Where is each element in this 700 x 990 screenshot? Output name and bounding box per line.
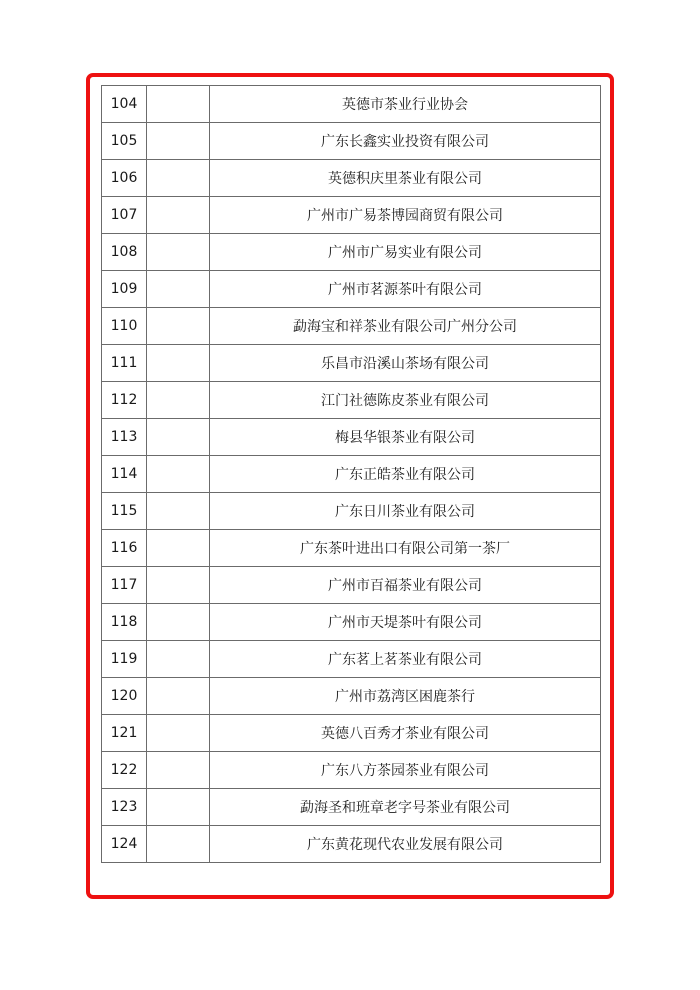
organization-name: 广东茶叶进出口有限公司第一茶厂 — [210, 530, 601, 567]
organization-name: 广州市广易茶博园商贸有限公司 — [210, 197, 601, 234]
row-number: 104 — [102, 86, 147, 123]
row-number: 113 — [102, 419, 147, 456]
table-row — [102, 604, 601, 641]
table-row — [102, 382, 601, 419]
row-number: 119 — [102, 641, 147, 678]
blank-cell — [147, 123, 210, 160]
table-row — [102, 752, 601, 789]
organization-name: 广州市茗源茶叶有限公司 — [210, 271, 601, 308]
blank-cell — [147, 419, 210, 456]
organization-name: 广东八方茶园茶业有限公司 — [210, 752, 601, 789]
organization-name: 乐昌市沿溪山茶场有限公司 — [210, 345, 601, 382]
table-row — [102, 567, 601, 604]
row-number: 107 — [102, 197, 147, 234]
row-number: 109 — [102, 271, 147, 308]
organization-name: 广东长鑫实业投资有限公司 — [210, 123, 601, 160]
table-row — [102, 641, 601, 678]
blank-cell — [147, 456, 210, 493]
blank-cell — [147, 493, 210, 530]
table-row — [102, 345, 601, 382]
table-row — [102, 715, 601, 752]
blank-cell — [147, 160, 210, 197]
organization-name: 英德八百秀才茶业有限公司 — [210, 715, 601, 752]
member-table-body — [102, 86, 601, 863]
blank-cell — [147, 308, 210, 345]
blank-cell — [147, 345, 210, 382]
member-table — [101, 85, 601, 863]
row-number: 115 — [102, 493, 147, 530]
row-number: 105 — [102, 123, 147, 160]
row-number: 120 — [102, 678, 147, 715]
row-number: 123 — [102, 789, 147, 826]
blank-cell — [147, 715, 210, 752]
blank-cell — [147, 234, 210, 271]
organization-name: 江门社德陈皮茶业有限公司 — [210, 382, 601, 419]
row-number: 121 — [102, 715, 147, 752]
blank-cell — [147, 826, 210, 863]
table-row — [102, 308, 601, 345]
blank-cell — [147, 789, 210, 826]
table-row — [102, 197, 601, 234]
blank-cell — [147, 678, 210, 715]
organization-name: 勐海圣和班章老字号茶业有限公司 — [210, 789, 601, 826]
row-number: 110 — [102, 308, 147, 345]
table-row — [102, 826, 601, 863]
row-number: 106 — [102, 160, 147, 197]
organization-name: 广东茗上茗茶业有限公司 — [210, 641, 601, 678]
table-row — [102, 678, 601, 715]
organization-name: 梅县华银茶业有限公司 — [210, 419, 601, 456]
organization-name: 广东日川茶业有限公司 — [210, 493, 601, 530]
blank-cell — [147, 271, 210, 308]
table-row — [102, 493, 601, 530]
organization-name: 英德市茶业行业协会 — [210, 86, 601, 123]
organization-name: 广东黄花现代农业发展有限公司 — [210, 826, 601, 863]
row-number: 108 — [102, 234, 147, 271]
row-number: 118 — [102, 604, 147, 641]
blank-cell — [147, 567, 210, 604]
blank-cell — [147, 530, 210, 567]
row-number: 117 — [102, 567, 147, 604]
row-number: 124 — [102, 826, 147, 863]
table-row — [102, 530, 601, 567]
blank-cell — [147, 604, 210, 641]
organization-name: 广州市百福茶业有限公司 — [210, 567, 601, 604]
table-row — [102, 123, 601, 160]
organization-name: 勐海宝和祥茶业有限公司广州分公司 — [210, 308, 601, 345]
blank-cell — [147, 641, 210, 678]
row-number: 122 — [102, 752, 147, 789]
table-row — [102, 419, 601, 456]
table-row — [102, 271, 601, 308]
organization-name: 广东正皓茶业有限公司 — [210, 456, 601, 493]
organization-name: 英德积庆里茶业有限公司 — [210, 160, 601, 197]
table-row — [102, 86, 601, 123]
organization-name: 广州市荔湾区困鹿茶行 — [210, 678, 601, 715]
row-number: 116 — [102, 530, 147, 567]
blank-cell — [147, 197, 210, 234]
table-row — [102, 234, 601, 271]
blank-cell — [147, 752, 210, 789]
organization-name: 广州市天堤茶叶有限公司 — [210, 604, 601, 641]
blank-cell — [147, 382, 210, 419]
table-row — [102, 789, 601, 826]
table-row — [102, 456, 601, 493]
row-number: 111 — [102, 345, 147, 382]
row-number: 114 — [102, 456, 147, 493]
blank-cell — [147, 86, 210, 123]
table-row — [102, 160, 601, 197]
organization-name: 广州市广易实业有限公司 — [210, 234, 601, 271]
row-number: 112 — [102, 382, 147, 419]
